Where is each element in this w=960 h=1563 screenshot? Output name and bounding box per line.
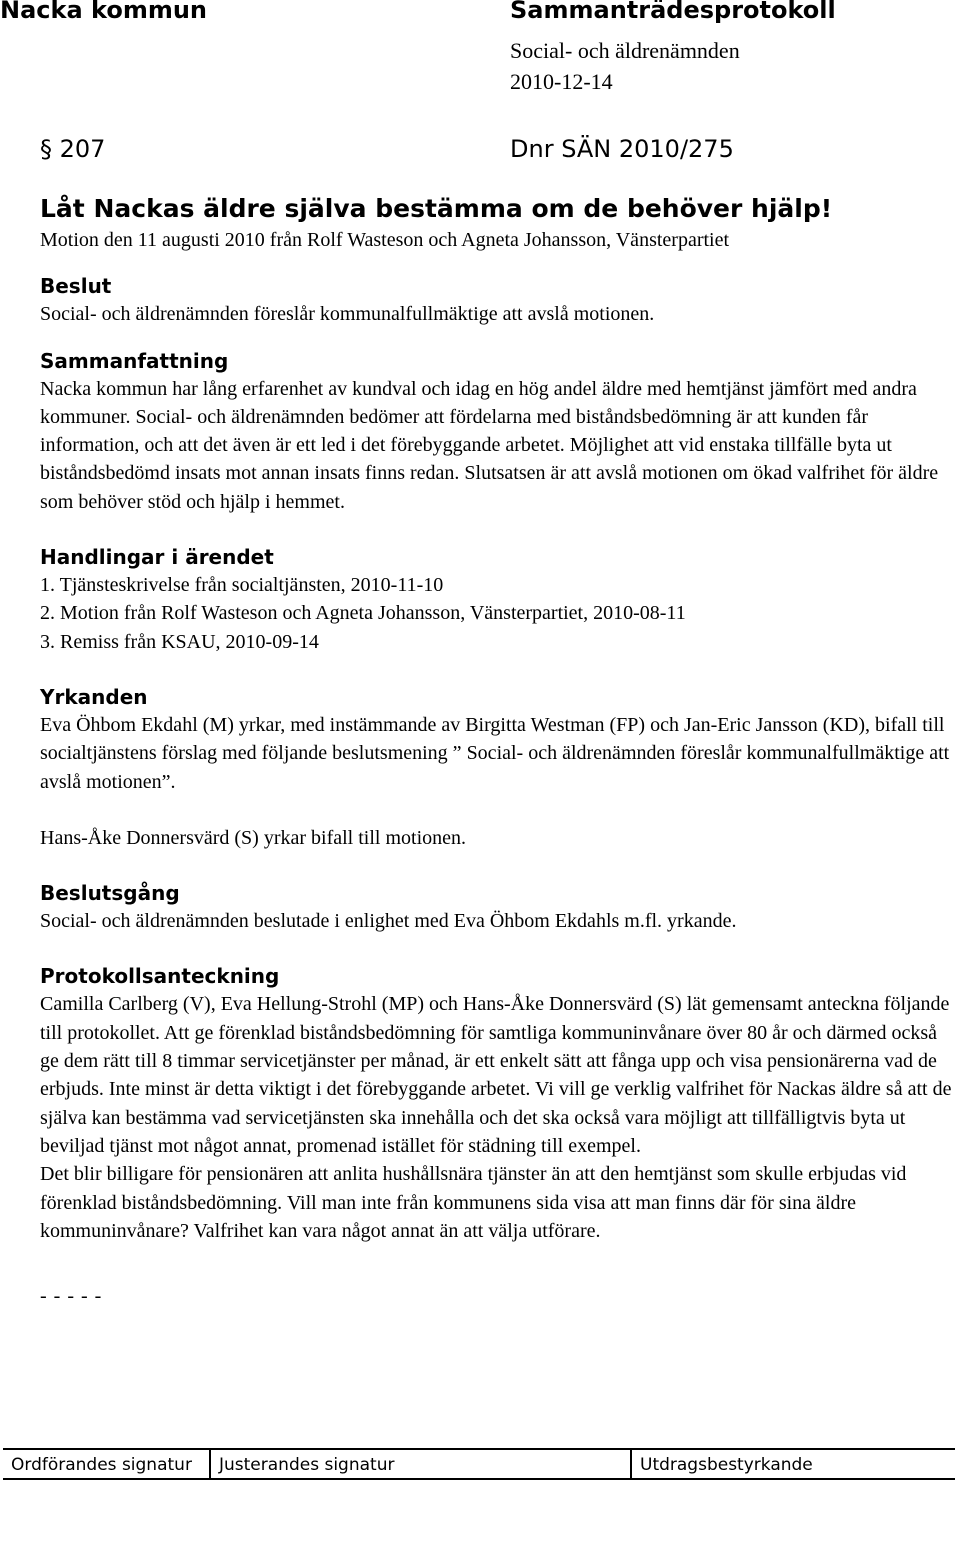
protokollsanteckning-paragraph: Det blir billigare för pensionären att anlita hushållsnära tjänster än att den hemtjänst som skulle erbjudas vid förenklad biståndsbedömning. Vill man inte från kommunens sida visa att man finns där för sina äldre kommuninvånare? Valfrihet kan vara något annat än att välja utförare. [40,1163,907,1242]
protokollsanteckning-paragraph: Camilla Carlberg (V), Eva Hellung-Strohl (MP) och Hans-Åke Donnersvärd (S) lät gemensamt anteckna följande till protokollet. Att ge förenklad biståndsbedömning för samtliga kommuninvånare över 80 år och därmed också ge dem rätt till 8 timmar servicetjänster per månad, är ett enkelt sätt att fånga upp och visa pensionärerna vad de erbjuds. Inte minst är detta viktigt i det förebyggande arbetet. Vi vill ge verklig valfrihet för Nackas äldre så att de själva kan bestämma vad servicetjänsten ska innehålla och det ska också vara möjligt att tillfälligtvis byta ut beviljad tjänst mot något annat, promenad istället för städning till exempel. [40,993,952,1157]
item-subtitle: Motion den 11 augusti 2010 från Rolf Wasteson och Agneta Johansson, Vänsterpartiet [40,229,730,251]
protokollsanteckning-heading: Protokollsanteckning [40,964,280,989]
handlingar-heading: Handlingar i ärendet [40,545,274,570]
adjuster-signature-label: Justerandes signatur [219,1455,395,1475]
chair-signature-label: Ordförandes signatur [11,1455,192,1475]
sammanfattning-heading: Sammanfattning [40,348,229,373]
item-title: Låt Nackas äldre själva bestämma om de behöver hjälp! [40,194,833,223]
handlingar-list [40,571,955,656]
organization-name: Nacka kommun [0,0,208,24]
document-type: Sammanträdesprotokoll [510,0,836,24]
case-number: Dnr SÄN 2010/275 [510,135,734,163]
paragraph-number: § 207 [40,135,106,163]
yrkanden-heading: Yrkanden [40,684,148,709]
beslutsgang-text: Social- och äldrenämnden beslutade i enlighet med Eva Öhbom Ekdahls m.fl. yrkande. [40,910,737,933]
sammanfattning-text: Nacka kommun har lång erfarenhet av kundval och idag en hög andel äldre med hemtjänst jämfört med andra kommuner. Social- och äldrenämnden bedömer att fördelarna med biståndsbedömning är att kunden får information, och att det även är ett led i det förebyggande arbetet. Möjlighet att vid enstaka tillfälle byta ut biståndsbedömd insats mot annan insats finns redan. Slutsatsen är att avslå motionen om ökad valfrihet för äldre som behöver stöd och hjälp i hemmet. [40,377,939,513]
signature-bar [3,1448,955,1480]
list-item: 1. Tjänsteskrivelse från socialtjänsten, 2010-11-10 [40,574,444,597]
protocol-body [40,192,955,1308]
committee-name: Social- och äldrenämnden [510,38,740,63]
end-marker: - - - - - [40,1285,103,1308]
beslut-text: Social- och äldrenämnden föreslår kommunalfullmäktige att avslå motionen. [40,303,655,326]
certifier-signature-label: Utdragsbestyrkande [640,1455,813,1475]
list-item: 3. Remiss från KSAU, 2010-09-14 [40,630,319,653]
yrkanden-paragraph: Hans-Åke Donnersvärd (S) yrkar bifall till motionen. [40,826,467,849]
beslut-heading: Beslut [40,274,112,299]
list-item: 2. Motion från Rolf Wasteson och Agneta Johansson, Vänsterpartiet, 2010-08-11 [40,602,686,625]
beslutsgang-heading: Beslutsgång [40,881,180,906]
yrkanden-paragraph: Eva Öhbom Ekdahl (M) yrkar, med instämmande av Birgitta Westman (FP) och Jan-Eric Jansson (KD), bifall till socialtjänstens förslag med följande beslutsmening ” Social- och äldrenämnden föreslår kommunalfullmäktige att avslå motionen”. [40,713,950,793]
paragraph-number-value: 207 [59,135,106,163]
meeting-date: 2010-12-14 [510,69,613,94]
